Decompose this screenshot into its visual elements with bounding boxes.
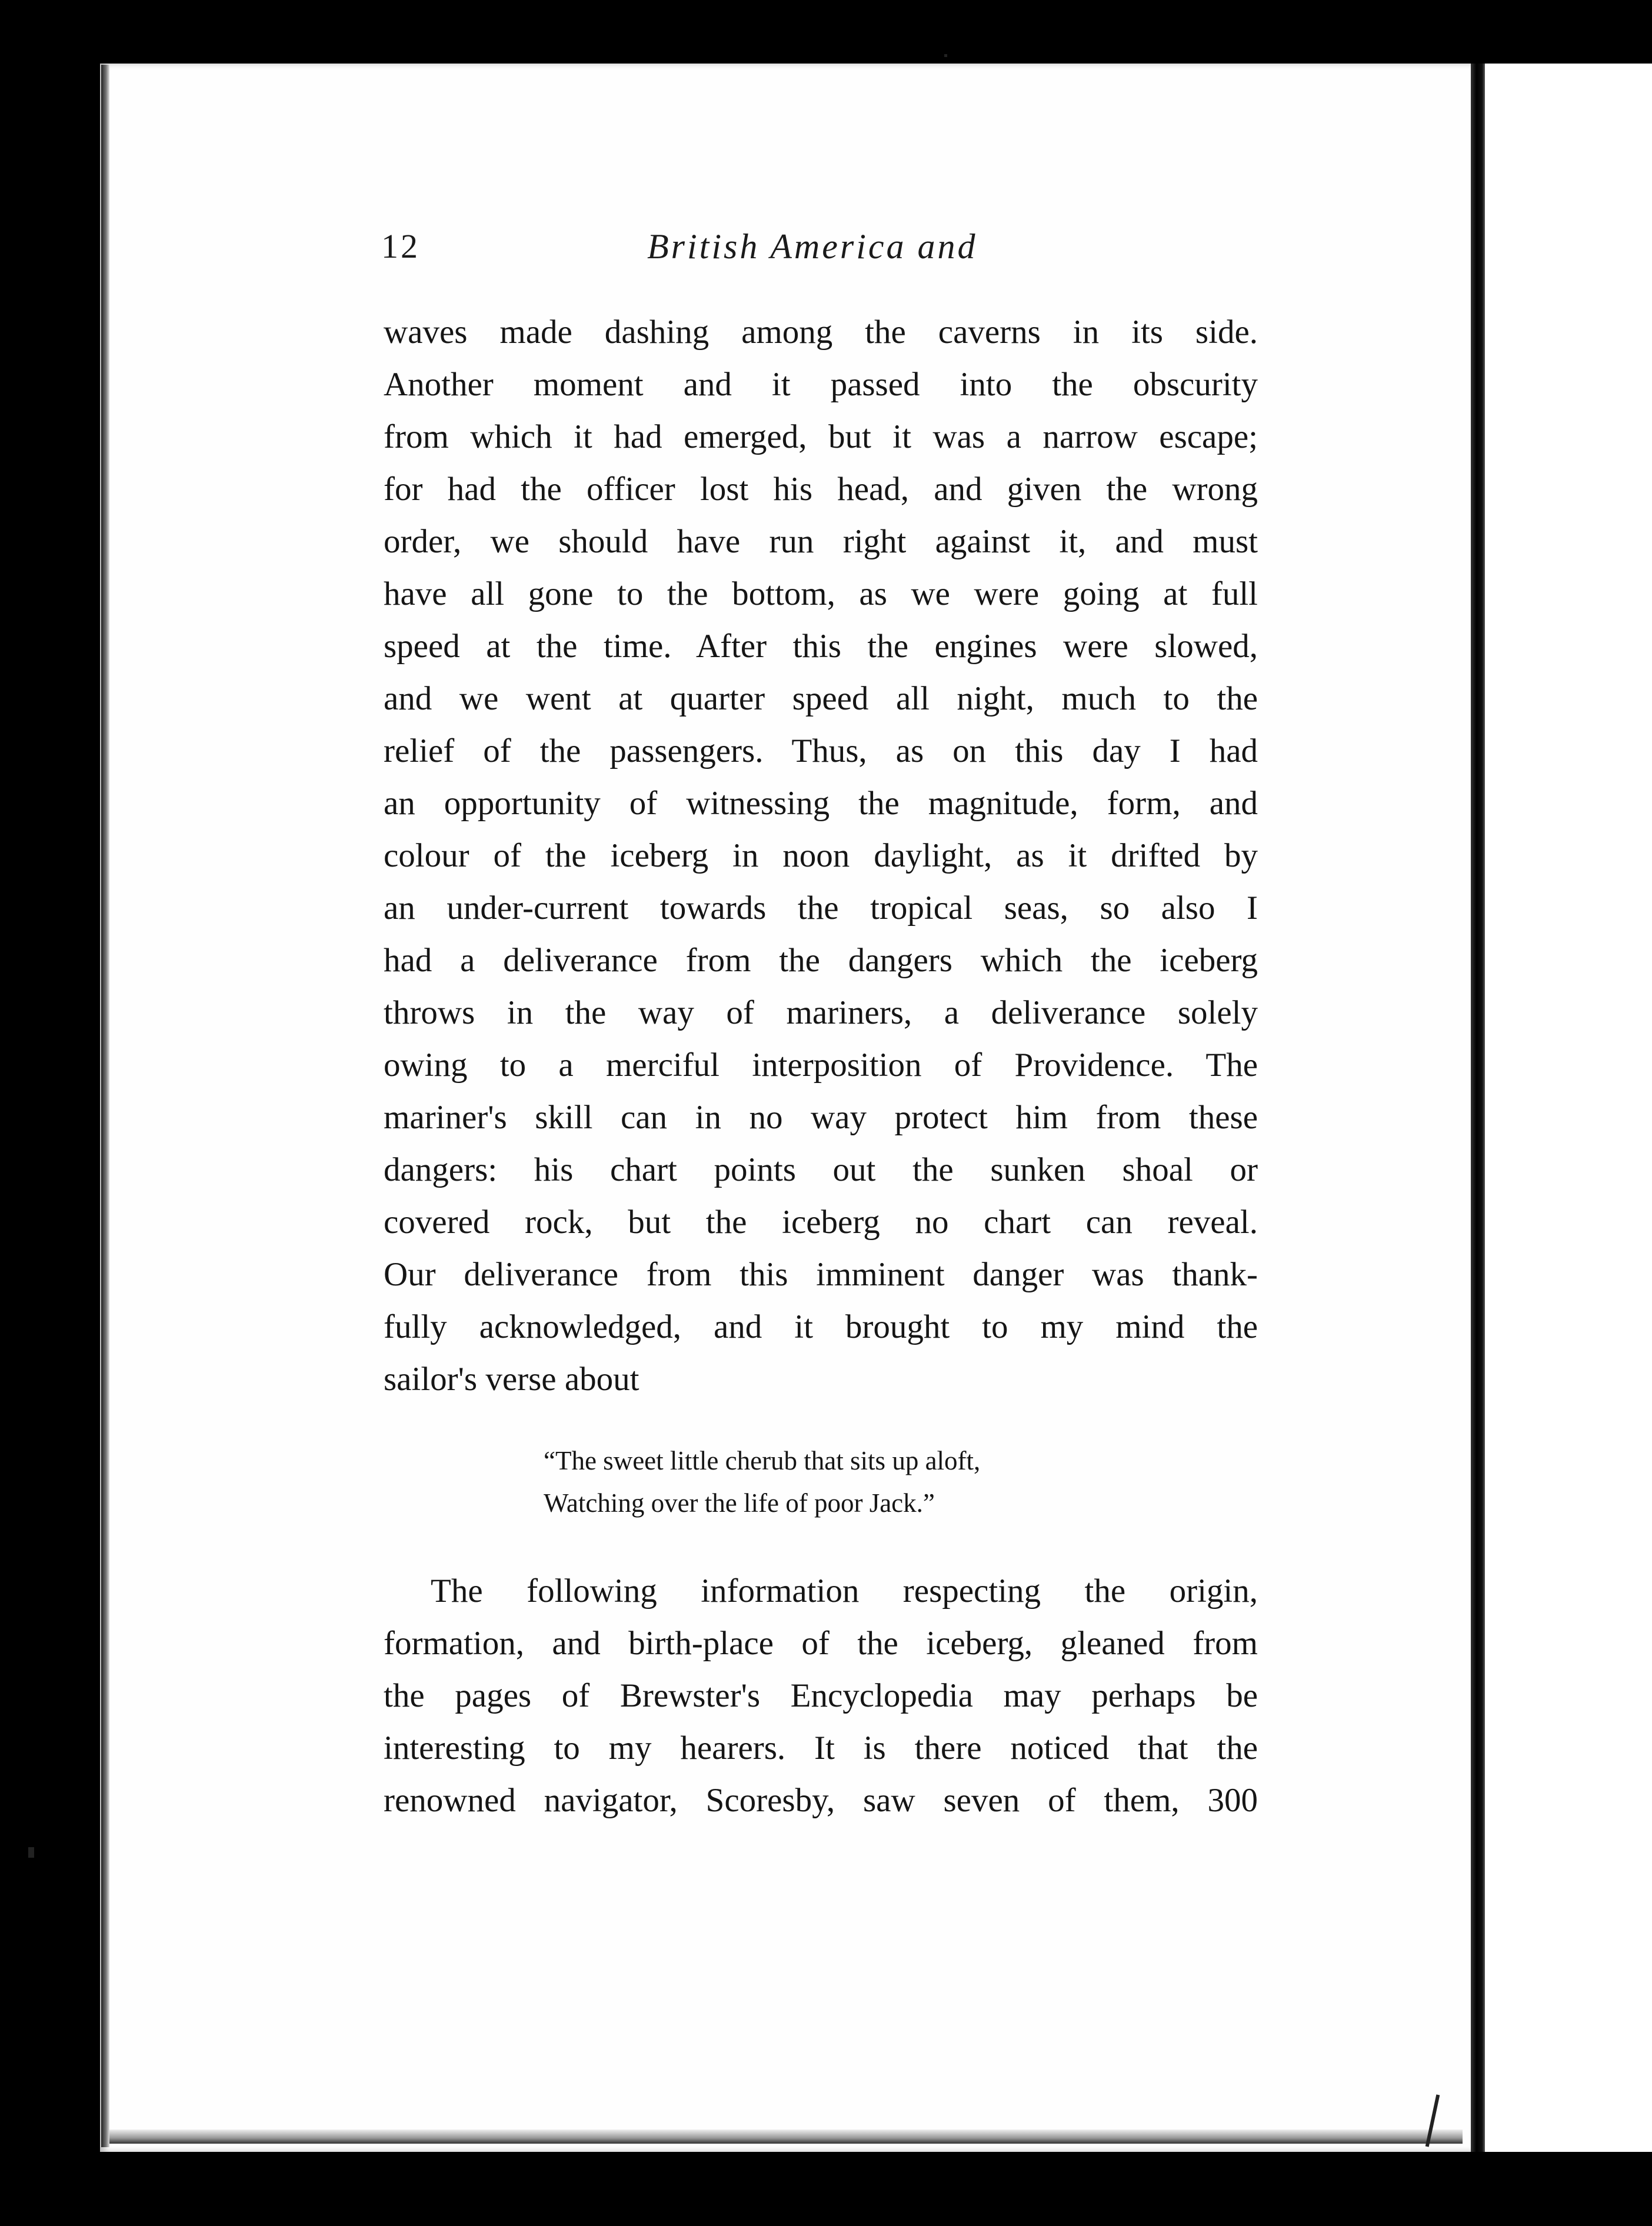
text-line: The following information respecting the origin,: [431, 1572, 1258, 1609]
text-line: formation, and birth-place of the iceberg, gleaned from: [384, 1625, 1258, 1662]
text-line: speed at the time. After this the engines were slowed,: [384, 628, 1258, 665]
paragraph-1: [384, 306, 1258, 1405]
page-number: 12: [381, 227, 420, 265]
text-line: fully acknowledged, and it brought to my mind the: [384, 1308, 1258, 1345]
verse-line: Watching over the life of poor Jack.”: [544, 1488, 935, 1518]
paragraph-2: [384, 1565, 1258, 1827]
page-left-edge: [101, 65, 109, 2147]
text-line: colour of the iceberg in noon daylight, as it drifted by: [384, 837, 1258, 874]
text-line: have all gone to the bottom, as we were going at full: [384, 575, 1258, 612]
text-line: the pages of Brewster's Encyclopedia may perhaps be: [384, 1677, 1258, 1714]
text-line: renowned navigator, Scoresby, saw seven of them, 300: [384, 1782, 1258, 1819]
verse-line: “The sweet little cherub that sits up aloft,: [544, 1446, 981, 1475]
text-line: relief of the passengers. Thus, as on this day I had: [384, 732, 1258, 769]
text-line: from which it had emerged, but it was a narrow escape;: [384, 418, 1258, 455]
running-title: British America and: [647, 227, 978, 266]
text-line: order, we should have run right against it, and must: [384, 523, 1258, 560]
text-line: had a deliverance from the dangers which the iceberg: [384, 942, 1258, 979]
scan-speck: [28, 1847, 34, 1858]
text-line: throws in the way of mariners, a deliverance solely: [384, 994, 1258, 1031]
scan-speck: [944, 54, 947, 57]
text-line: interesting to my hearers. It is there noticed that the: [384, 1730, 1258, 1767]
running-head: [0, 226, 1652, 268]
text-line: sailor's verse about: [384, 1361, 640, 1398]
text-line: an under-current towards the tropical seas, so also I: [384, 889, 1258, 927]
text-line: waves made dashing among the caverns in its side.: [384, 314, 1258, 351]
facing-page-edge: [1483, 64, 1652, 2152]
page-bottom-edge: [109, 2130, 1463, 2144]
verse-quote: [544, 1439, 1132, 1524]
text-line: dangers: his chart points out the sunken shoal or: [384, 1151, 1258, 1188]
text-line: and we went at quarter speed all night, much to the: [384, 680, 1258, 717]
text-line: an opportunity of witnessing the magnitude, form, and: [384, 785, 1258, 822]
text-line: mariner's skill can in no way protect him from these: [384, 1099, 1258, 1136]
text-line: Another moment and it passed into the obscurity: [384, 366, 1258, 403]
text-line: Our deliverance from this imminent danger was thank-: [384, 1256, 1258, 1293]
text-line: covered rock, but the iceberg no chart can reveal.: [384, 1204, 1258, 1241]
text-line: owing to a merciful interposition of Providence. The: [384, 1047, 1258, 1084]
text-line: for had the officer lost his head, and given the wrong: [384, 471, 1258, 508]
book-gutter: [1471, 64, 1485, 2152]
